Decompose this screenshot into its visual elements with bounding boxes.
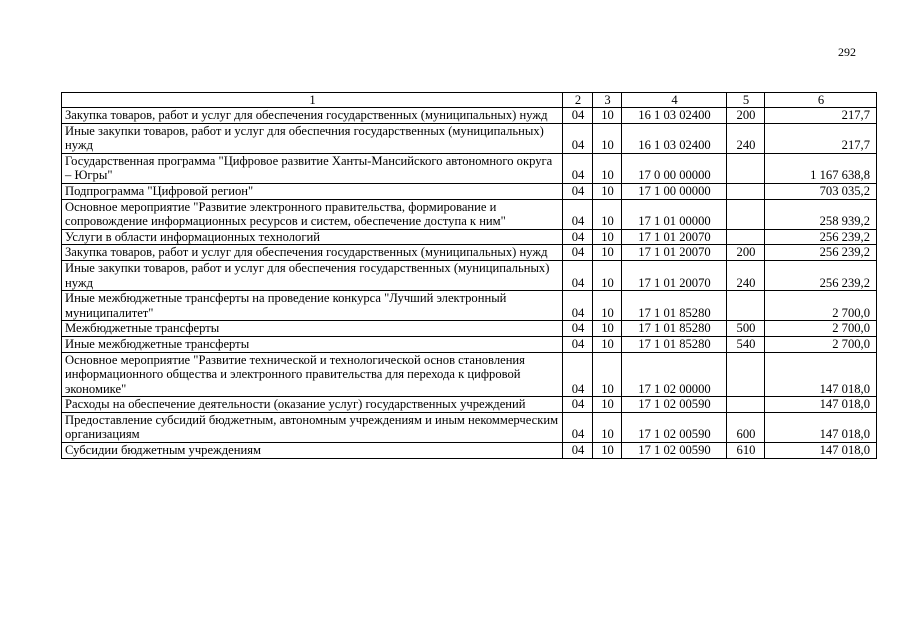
row-section: 04: [563, 229, 593, 245]
row-amount: 147 018,0: [765, 443, 877, 459]
row-target-item: 17 0 00 00000: [622, 153, 727, 183]
row-target-item: 16 1 03 02400: [622, 108, 727, 124]
row-expense-type: [727, 199, 765, 229]
row-amount: 2 700,0: [765, 321, 877, 337]
row-section: 04: [563, 153, 593, 183]
row-subsection: 10: [593, 412, 622, 442]
row-target-item: 17 1 01 20070: [622, 229, 727, 245]
row-target-item: 17 1 01 20070: [622, 245, 727, 261]
row-expense-type: 240: [727, 123, 765, 153]
row-name: Закупка товаров, работ и услуг для обеспечения государственных (муниципальных) нужд: [62, 108, 563, 124]
row-section: 04: [563, 108, 593, 124]
row-expense-type: [727, 291, 765, 321]
row-name: Основное мероприятие "Развитие технической и технологической основ становления информационного общества и электронного правительства для перехода к цифровой экономике": [62, 352, 563, 397]
row-subsection: 10: [593, 397, 622, 413]
table-row: [62, 260, 877, 290]
row-section: 04: [563, 397, 593, 413]
row-subsection: 10: [593, 183, 622, 199]
row-subsection: 10: [593, 352, 622, 397]
row-section: 04: [563, 336, 593, 352]
row-amount: 703 035,2: [765, 183, 877, 199]
header-amount: 6: [765, 93, 877, 108]
row-expense-type: [727, 397, 765, 413]
row-name: Предоставление субсидий бюджетным, автономным учреждениям и иным некоммерческим организациям: [62, 412, 563, 442]
row-expense-type: 240: [727, 260, 765, 290]
row-name: Подпрограмма "Цифровой регион": [62, 183, 563, 199]
row-subsection: 10: [593, 123, 622, 153]
table-header-row: [62, 93, 877, 108]
row-name: Государственная программа "Цифровое развитие Ханты-Мансийского автономного округа – Югры": [62, 153, 563, 183]
row-expense-type: [727, 352, 765, 397]
row-target-item: 17 1 02 00590: [622, 412, 727, 442]
row-subsection: 10: [593, 245, 622, 261]
table-row: [62, 412, 877, 442]
row-section: 04: [563, 321, 593, 337]
row-section: 04: [563, 183, 593, 199]
row-subsection: 10: [593, 443, 622, 459]
row-amount: 1 167 638,8: [765, 153, 877, 183]
row-target-item: 17 1 02 00590: [622, 443, 727, 459]
row-name: Услуги в области информационных технологий: [62, 229, 563, 245]
row-name: Иные межбюджетные трансферты на проведение конкурса "Лучший электронный муниципалитет": [62, 291, 563, 321]
row-section: 04: [563, 352, 593, 397]
page-number: 292: [838, 45, 856, 59]
row-subsection: 10: [593, 336, 622, 352]
table-row: [62, 291, 877, 321]
row-subsection: 10: [593, 108, 622, 124]
table-row: [62, 229, 877, 245]
row-name: Субсидии бюджетным учреждениям: [62, 443, 563, 459]
row-target-item: 17 1 01 20070: [622, 260, 727, 290]
row-amount: 147 018,0: [765, 352, 877, 397]
row-amount: 147 018,0: [765, 412, 877, 442]
table-row: [62, 336, 877, 352]
row-section: 04: [563, 123, 593, 153]
row-target-item: 17 1 01 00000: [622, 199, 727, 229]
table-row: [62, 183, 877, 199]
row-section: 04: [563, 199, 593, 229]
row-subsection: 10: [593, 199, 622, 229]
row-name: Иные межбюджетные трансферты: [62, 336, 563, 352]
row-amount: 2 700,0: [765, 336, 877, 352]
row-target-item: 16 1 03 02400: [622, 123, 727, 153]
row-amount: 256 239,2: [765, 229, 877, 245]
row-expense-type: 200: [727, 108, 765, 124]
row-section: 04: [563, 412, 593, 442]
budget-table: [61, 92, 877, 459]
row-subsection: 10: [593, 153, 622, 183]
row-target-item: 17 1 01 85280: [622, 321, 727, 337]
row-expense-type: [727, 229, 765, 245]
row-expense-type: 540: [727, 336, 765, 352]
table-row: [62, 245, 877, 261]
row-target-item: 17 1 00 00000: [622, 183, 727, 199]
row-section: 04: [563, 245, 593, 261]
row-amount: 256 239,2: [765, 260, 877, 290]
row-expense-type: 200: [727, 245, 765, 261]
row-expense-type: [727, 153, 765, 183]
row-subsection: 10: [593, 260, 622, 290]
row-amount: 258 939,2: [765, 199, 877, 229]
header-target-item: 4: [622, 93, 727, 108]
row-target-item: 17 1 01 85280: [622, 336, 727, 352]
table-row: [62, 153, 877, 183]
row-target-item: 17 1 02 00000: [622, 352, 727, 397]
row-subsection: 10: [593, 291, 622, 321]
row-expense-type: 610: [727, 443, 765, 459]
header-expense-type: 5: [727, 93, 765, 108]
row-expense-type: 600: [727, 412, 765, 442]
row-amount: 256 239,2: [765, 245, 877, 261]
row-name: Иные закупки товаров, работ и услуг для обеспечния государственных (муниципальных) нужд: [62, 123, 563, 153]
table-row: [62, 199, 877, 229]
row-expense-type: 500: [727, 321, 765, 337]
row-amount: 217,7: [765, 108, 877, 124]
row-name: Межбюджетные трансферты: [62, 321, 563, 337]
row-expense-type: [727, 183, 765, 199]
row-name: Основное мероприятие "Развитие электронного правительства, формирование и сопровождение информационных ресурсов и систем, обеспечение доступа к ним": [62, 199, 563, 229]
row-amount: 147 018,0: [765, 397, 877, 413]
row-target-item: 17 1 01 85280: [622, 291, 727, 321]
row-section: 04: [563, 443, 593, 459]
table-row: [62, 443, 877, 459]
table-row: [62, 321, 877, 337]
row-amount: 2 700,0: [765, 291, 877, 321]
header-name: 1: [62, 93, 563, 108]
row-name: Иные закупки товаров, работ и услуг для обеспечения государственных (муниципальных) нужд: [62, 260, 563, 290]
row-amount: 217,7: [765, 123, 877, 153]
table-row: [62, 352, 877, 397]
row-target-item: 17 1 02 00590: [622, 397, 727, 413]
table-row: [62, 397, 877, 413]
header-subsection: 3: [593, 93, 622, 108]
row-section: 04: [563, 260, 593, 290]
table-row: [62, 123, 877, 153]
table-row: [62, 108, 877, 124]
row-name: Расходы на обеспечение деятельности (оказание услуг) государственных учреждений: [62, 397, 563, 413]
row-subsection: 10: [593, 229, 622, 245]
row-section: 04: [563, 291, 593, 321]
row-subsection: 10: [593, 321, 622, 337]
header-section: 2: [563, 93, 593, 108]
row-name: Закупка товаров, работ и услуг для обеспечения государственных (муниципальных) нужд: [62, 245, 563, 261]
